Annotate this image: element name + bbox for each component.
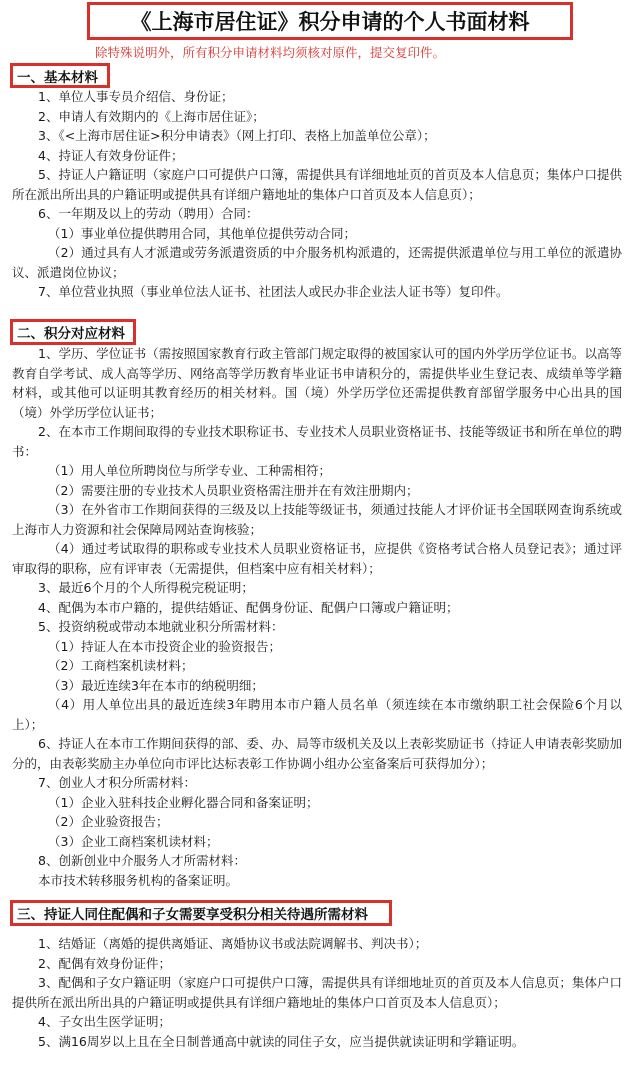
section-heading-box	[10, 900, 392, 926]
list-item: 本市技术转移服务机构的备案证明。	[38, 872, 239, 888]
section-family-materials	[12, 934, 622, 1051]
section-heading: 二、积分对应材料	[17, 326, 125, 342]
list-item: 8、创新创业中介服务人才所需材料：	[38, 853, 246, 868]
list-item: 1、结婚证（离婚的提供离婚证、离婚协议书或法院调解书、判决书）；	[38, 936, 428, 951]
list-item: 6、持证人在本市工作期间获得的部、委、办、局等市级机关及以上表彰奖励证书（持证人申请表彰奖励加分的，由表彰奖励主办单位向市评比达标表彰工作协调小组办公室备案后可获得加分）；	[12, 736, 622, 771]
section-points-materials	[12, 344, 622, 890]
list-item: 5、满16周岁以上且在全日制普通高中就读的同住子女，应当提供就读证明和学籍证明。	[38, 1033, 525, 1049]
list-item: （1）企业入驻科技企业孵化器合同和备案证明；	[48, 794, 319, 810]
title-box	[87, 2, 573, 40]
list-item: 5、持证人户籍证明（家庭户口可提供户口簿，需提供具有详细地址页的首页及本人信息页；集体户口提供所在派出所出具的户籍证明或提供具有详细户籍地址的集体户口首页及本人信息页）；	[12, 167, 622, 202]
list-item: （2）工商档案机读材料；	[48, 658, 194, 673]
list-item: 3、配偶和子女户籍证明（家庭户口可提供户口簿，需提供具有详细地址页的首页及本人信息页；集体户口提供所在派出所出具的户籍证明或提供具有详细户籍地址的集体户口首页及本人信息页）；	[12, 975, 622, 1010]
list-item: （4）通过考试取得的职称或专业技术人员职业资格证书，应提供《资格考试合格人员登记表》；通过评审取得的职称，应有评审表（无需提供，但档案中应有相关材料）；	[12, 541, 622, 576]
list-item: 7、单位营业执照（事业单位法人证书、社团法人或民办非企业法人证书等）复印件。	[38, 284, 509, 299]
list-item: 2、配偶有效身份证件；	[38, 955, 171, 971]
notice-text: 除特殊说明外，所有积分申请材料均须核对原件，提交复印件。	[95, 45, 446, 60]
section-heading: 一、基本材料	[17, 69, 98, 86]
section-basic-materials	[12, 87, 622, 302]
list-item: 2、申请人有效期内的《上海市居住证》；	[38, 108, 265, 124]
list-item: （1）事业单位提供聘用合同，其他单位提供劳动合同；	[48, 225, 356, 241]
list-item: （2）企业验资报告；	[48, 814, 169, 829]
list-item: （2）通过具有人才派遣或劳务派遣资质的中介服务机构派遣的，还需提供派遣单位与用工单位的派遣协议、派遣岗位协议；	[12, 245, 622, 280]
list-item: 3、最近6个月的个人所得税完税证明；	[38, 580, 254, 595]
list-item: 4、子女出生医学证明；	[38, 1014, 171, 1029]
list-item: 4、持证人有效身份证件；	[38, 147, 184, 163]
list-item: 7、创业人才积分所需材料：	[38, 775, 196, 790]
list-item: 1、单位人事专员介绍信、身份证；	[38, 89, 234, 104]
list-item: （1）持证人在本市投资企业的验资报告；	[48, 638, 281, 654]
list-item: 1、学历、学位证书（需按照国家教育行政主管部门规定取得的被国家认可的国内外学历学位证书。以高等教育自学考试、成人高等学历、网络高等学历教育毕业证书申请积分的，需提供毕业生登记表、成绩单等学籍材料，或其他可以证明其教育经历的相关材料。国（境）外学历学位还需提供教育部留学服务中心出具的国（境）外学历学位认证书；	[12, 346, 622, 420]
list-item: （4）用人单位出具的最近连续3年聘用本市户籍人员名单（须连续在本市缴纳职工社会保险6个月以上）；	[12, 697, 622, 732]
list-item: （1）用人单位所聘岗位与所学专业、工种需相符；	[48, 463, 331, 478]
list-item: （3）企业工商档案机读材料；	[48, 833, 219, 849]
list-item: 2、在本市工作期间取得的专业技术职称证书、专业技术人员职业资格证书、技能等级证书和所在单位的聘书：	[12, 424, 622, 459]
page-title: 《上海市居住证》积分申请的个人书面材料	[130, 10, 530, 34]
list-item: （3）最近连续3年在本市的纳税明细；	[48, 677, 264, 693]
list-item: 6、一年期及以上的劳动（聘用）合同：	[38, 206, 259, 221]
list-item: （3）在外省市工作期间获得的三级及以上技能等级证书，须通过技能人才评价证书全国联网查询系统或上海市人力资源和社会保障局网站查询核验；	[12, 502, 622, 537]
list-item: 5、投资纳税或带动本地就业积分所需材料：	[38, 619, 284, 634]
section-heading-box	[10, 319, 136, 345]
section-heading: 三、持证人同住配偶和子女需要享受积分相关待遇所需材料	[17, 907, 368, 923]
list-item: 4、配偶为本市户籍的，提供结婚证、配偶身份证、配偶户口簿或户籍证明；	[38, 599, 459, 615]
list-item: 3、《<上海市居住证>积分申请表》（网上打印、表格上加盖单位公章）；	[38, 128, 436, 143]
list-item: （2）需要注册的专业技术人员职业资格需注册并在有效注册期内；	[48, 482, 419, 498]
section-heading-box	[10, 63, 110, 88]
